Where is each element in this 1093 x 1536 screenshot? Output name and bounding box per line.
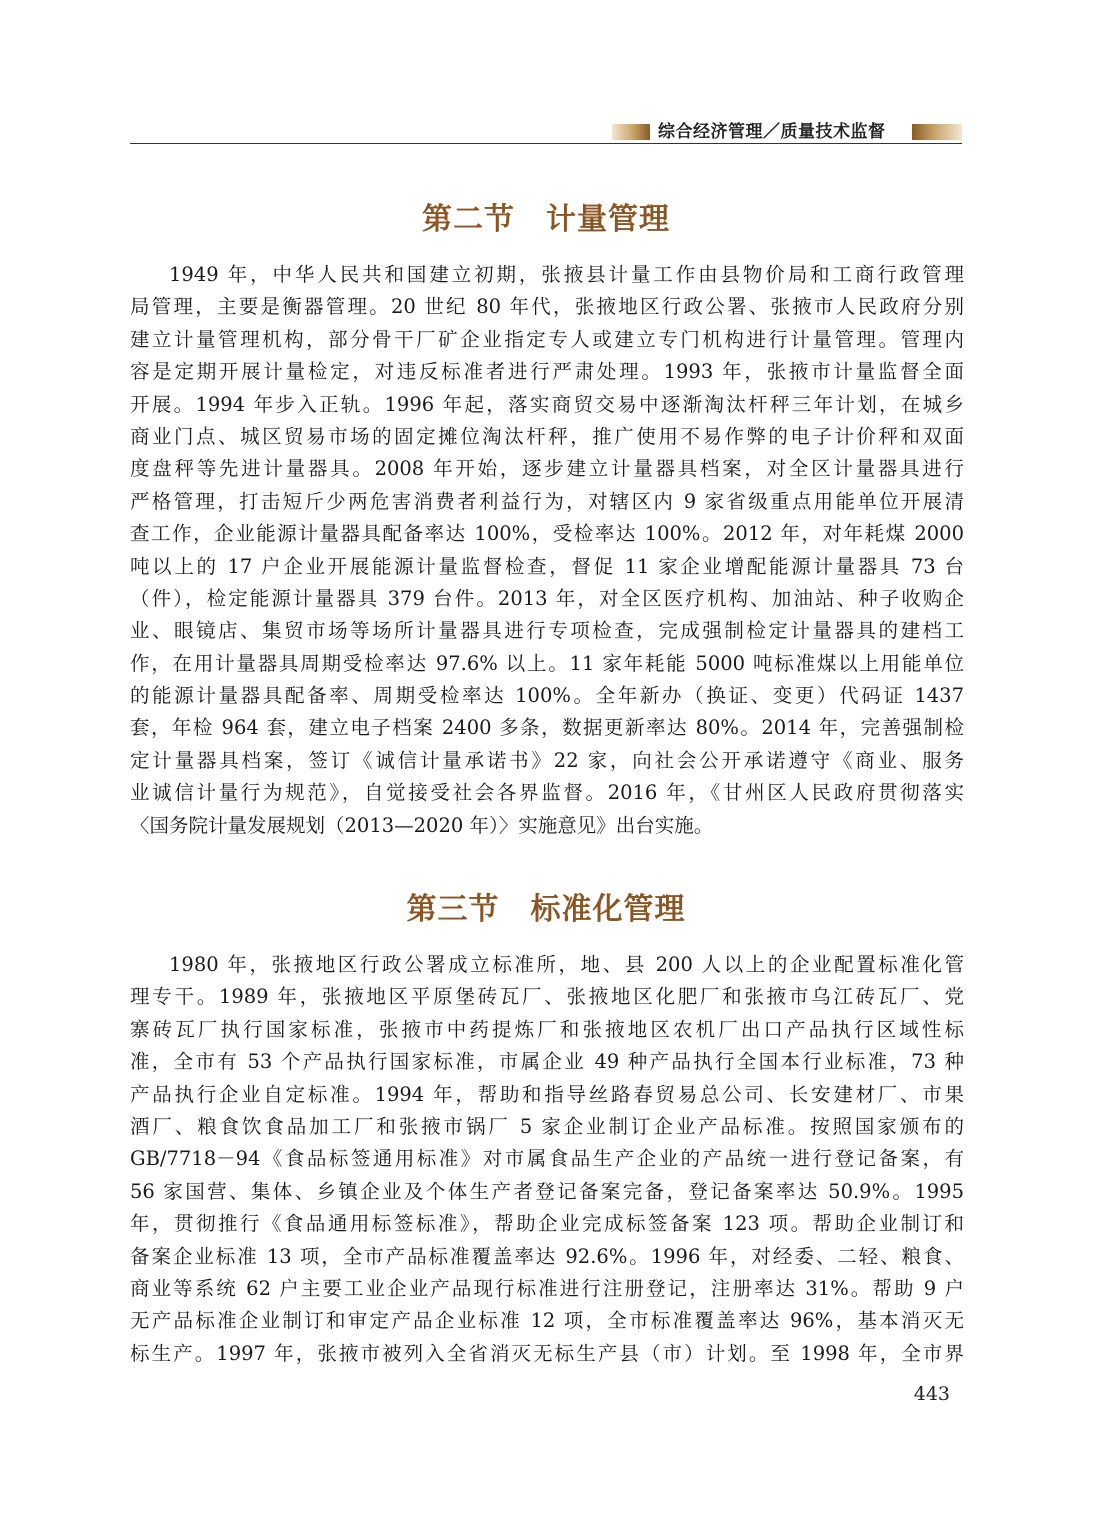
paragraph-line: 商业等系统 62 户主要工业企业产品现行标准进行注册登记，注册率达 31%。帮助 9 户 (130, 1276, 964, 1300)
paragraph-line: 备案企业标准 13 项，全市产品标准覆盖率达 92.6%。1996 年，对经委、二轻、粮食、 (130, 1244, 964, 1268)
paragraph-line: 酒厂、粮食饮食品加工厂和张掖市锅厂 5 家企业制订企业产品标准。按照国家颁布的 (130, 1114, 964, 1138)
paragraph-standardization (130, 949, 964, 1370)
running-header (130, 116, 962, 146)
paragraph-line: 开展。1994 年步入正轨。1996 年起，落实商贸交易中逐渐淘汰杆秤三年计划，在城乡 (130, 392, 964, 416)
paragraph-line: 理专干。1989 年，张掖地区平原堡砖瓦厂、张掖地区化肥厂和张掖市乌江砖瓦厂、党 (130, 985, 964, 1009)
section-title-standardization: 第三节 标准化管理 (406, 892, 686, 927)
header-decor-bar-right (912, 124, 962, 140)
paragraph-measurement (130, 259, 964, 842)
paragraph-line: 度盘秤等先进计量器具。2008 年开始，逐步建立计量器具档案，对全区计量器具进行 (130, 457, 964, 481)
paragraph-line: GB/7718－94《食品标签通用标准》对市属食品生产企业的产品统一进行登记备案，有 (130, 1147, 964, 1171)
paragraph-line: 容是定期开展计量检定，对违反标准者进行严肃处理。1993 年，张掖市计量监督全面 (130, 360, 964, 384)
header-title: 综合经济管理／质量技术监督 (658, 122, 886, 142)
paragraph-line: 吨以上的 17 户企业开展能源计量监督检查，督促 11 家企业增配能源计量器具 73 台 (130, 554, 964, 578)
paragraph-line: 无产品标准企业制订和审定产品企业标准 12 项，全市标准覆盖率达 96%，基本消灭无 (130, 1309, 964, 1333)
paragraph-line: 准，全市有 53 个产品执行国家标准，市属企业 49 种产品执行全国本行业标准，73 种 (130, 1050, 964, 1074)
header-rule (130, 143, 962, 144)
paragraph-line: 业诚信计量行为规范》，自觉接受社会各界监督。2016 年，《甘州区人民政府贯彻落实 (130, 781, 964, 805)
paragraph-line: 严格管理，打击短斤少两危害消费者利益行为，对辖区内 9 家省级重点用能单位开展清 (130, 489, 964, 513)
paragraph-line: 寨砖瓦厂执行国家标准，张掖市中药提炼厂和张掖地区农机厂出口产品执行区域性标 (130, 1017, 964, 1041)
paragraph-line: 商业门点、城区贸易市场的固定摊位淘汰杆秤，推广使用不易作弊的电子计价秤和双面 (130, 424, 964, 448)
paragraph-line: 年，贯彻推行《食品通用标签标准》，帮助企业完成标签备案 123 项。帮助企业制订和 (130, 1212, 964, 1236)
paragraph-line: 定计量器具档案，签订《诚信计量承诺书》22 家，向社会公开承诺遵守《商业、服务 (130, 748, 964, 772)
paragraph-line: （件），检定能源计量器具 379 台件。2013 年，对全区医疗机构、加油站、种子收购企 (130, 586, 964, 610)
paragraph-line: 的能源计量器具配备率、周期受检率达 100%。全年新办（换证、变更）代码证 1437 (130, 684, 964, 708)
paragraph-line: 〈国务院计量发展规划（2013—2020 年）〉实施意见》出台实施。 (130, 813, 714, 837)
paragraph-line: 产品执行企业自定标准。1994 年，帮助和指导丝路春贸易总公司、长安建材厂、市果 (130, 1082, 964, 1106)
paragraph-line: 56 家国营、集体、乡镇企业及个体生产者登记备案完备，登记备案率达 50.9%。1995 (130, 1179, 964, 1203)
section-title-measurement: 第二节 计量管理 (422, 202, 670, 237)
paragraph-line: 查工作，企业能源计量器具配备率达 100%，受检率达 100%。2012 年，对年耗煤 2000 (130, 522, 964, 546)
paragraph-line: 1980 年，张掖地区行政公署成立标准所，地、县 200 人以上的企业配置标准化管 (169, 953, 964, 976)
paragraph-line: 标生产。1997 年，张掖市被列入全省消灭无标生产县（市）计划。至 1998 年，全市界 (130, 1341, 964, 1365)
page-number: 443 (913, 1383, 950, 1405)
paragraph-line: 业、眼镜店、集贸市场等场所计量器具进行专项检查，完成强制检定计量器具的建档工 (130, 619, 964, 643)
paragraph-line: 作，在用计量器具周期受检率达 97.6% 以上。11 家年耗能 5000 吨标准煤以上用能单位 (130, 651, 964, 675)
paragraph-line: 套，年检 964 套，建立电子档案 2400 多条，数据更新率达 80%。2014 年，完善强制检 (130, 716, 964, 740)
paragraph-line: 1949 年，中华人民共和国建立初期，张掖县计量工作由县物价局和工商行政管理 (169, 263, 964, 286)
header-decor-bar-left (612, 124, 650, 140)
paragraph-line: 建立计量管理机构，部分骨干厂矿企业指定专人或建立专门机构进行计量管理。管理内 (130, 327, 964, 351)
paragraph-line: 局管理，主要是衡器管理。20 世纪 80 年代，张掖地区行政公署、张掖市人民政府分别 (130, 295, 964, 319)
